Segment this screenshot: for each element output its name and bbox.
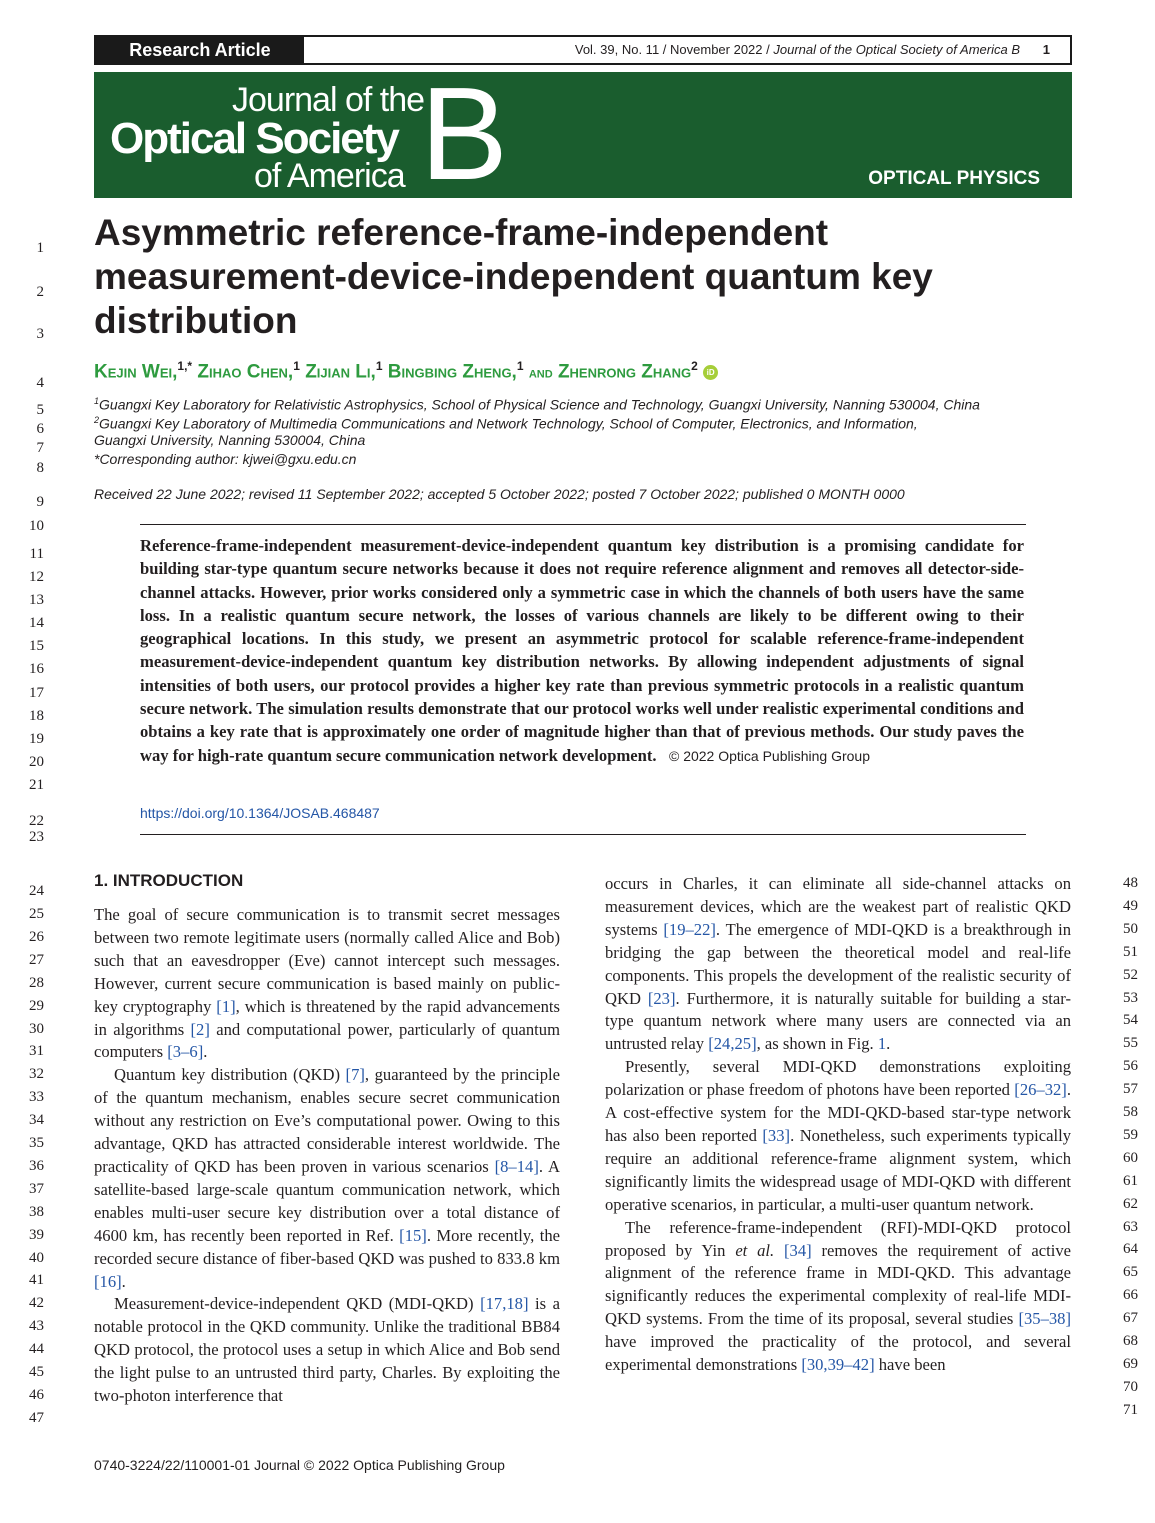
left-column xyxy=(94,904,560,1408)
paragraph-text: . xyxy=(121,1271,126,1291)
paragraph xyxy=(94,904,560,1064)
affiliation-sup: 2 xyxy=(94,415,100,425)
paragraph-text: occurs in Charles, it can eliminate all side-channel attacks on measurement devices, which are the weakest part of realistic QKD systems xyxy=(605,874,1071,939)
citation-link[interactable]: [19–22] xyxy=(663,919,716,939)
line-number: 2 xyxy=(36,284,44,300)
header-bar xyxy=(94,35,1072,65)
volume-text: Vol. 39, No. 11 / November 2022 / xyxy=(574,42,774,57)
divider xyxy=(140,834,1026,835)
citation-link[interactable]: [15] xyxy=(399,1225,427,1245)
line-number: 56 xyxy=(1123,1058,1138,1075)
paragraph-text: et al. xyxy=(735,1240,775,1260)
author-name: Kejin Wei, xyxy=(94,361,178,383)
line-number: 54 xyxy=(1123,1012,1138,1029)
line-number: 33 xyxy=(29,1089,44,1106)
citation-link[interactable]: [2] xyxy=(190,1019,210,1039)
citation-link[interactable]: [33] xyxy=(762,1125,791,1145)
citation-link[interactable]: 1 xyxy=(877,1034,887,1054)
paragraph-text: Measurement-device-independent QKD (MDI-QKD) xyxy=(114,1294,481,1314)
journal-logo-line2: Optical Society xyxy=(110,114,398,163)
affiliation-text: Guangxi Key Laboratory of Multimedia Communications and Network Technology, School of Computer, Electronics, and Information, xyxy=(99,415,918,432)
line-number: 70 xyxy=(1123,1378,1138,1395)
line-number: 47 xyxy=(29,1409,44,1426)
line-number: 40 xyxy=(29,1249,44,1266)
line-number: 22 xyxy=(29,813,44,829)
line-number: 27 xyxy=(29,951,44,968)
received-dates: Received 22 June 2022; revised 11 September 2022; accepted 5 October 2022; posted 7 October 2022; published 0 MONTH 0000 xyxy=(94,486,905,502)
line-number: 52 xyxy=(1123,966,1138,983)
paragraph-text: Presently, several MDI-QKD demonstrations exploiting polarization or phase freedom of photons have been reported xyxy=(605,1057,1071,1100)
line-number: 51 xyxy=(1123,943,1138,960)
paragraph-text: . xyxy=(203,1042,208,1062)
paragraph-text: have been xyxy=(874,1355,946,1375)
paragraph-text: . The emergence of MDI-QKD is a breakthrough in bridging the gap between the theoretical model and real-life components. This propels the development of the realistic security of QKD xyxy=(605,919,1072,1008)
line-number: 71 xyxy=(1123,1401,1138,1418)
line-number: 26 xyxy=(29,928,44,945)
author-name: Zijian Li, xyxy=(305,361,376,383)
line-number: 7 xyxy=(36,440,44,456)
journal-logo-letter: B xyxy=(420,60,509,207)
line-number: 37 xyxy=(29,1180,44,1197)
line-number: 46 xyxy=(29,1386,44,1403)
title-line: Asymmetric reference-frame-independent xyxy=(94,212,829,253)
paragraph-text: , guaranteed by the principle of the quantum mechanism, enables secure secret communication without any restriction on Eve’s computational power. Owing to this advantage, QKD has attracted considerable interest worldwide. The practicality of QKD has been proven in various scenarios xyxy=(94,1065,560,1176)
paragraph-text: The reference-frame-independent (RFI)-MDI-QKD protocol proposed by Yin xyxy=(605,1217,1071,1260)
citation-link[interactable]: [8–14] xyxy=(494,1156,539,1176)
line-number: 55 xyxy=(1123,1035,1138,1052)
line-number: 11 xyxy=(29,546,44,562)
corresponding-author: *Corresponding author: kjwei@gxu.edu.cn xyxy=(94,451,357,467)
line-number: 29 xyxy=(29,997,44,1014)
line-number: 16 xyxy=(29,661,44,677)
paragraph-text: , which is threatened by the rapid advancements in algorithms xyxy=(94,996,560,1039)
line-number: 9 xyxy=(36,494,44,510)
author-name: Zihao Chen, xyxy=(197,361,294,383)
line-number: 67 xyxy=(1123,1310,1138,1327)
line-number: 14 xyxy=(29,615,44,631)
line-number: 59 xyxy=(1123,1126,1138,1143)
line-number: 50 xyxy=(1123,920,1138,937)
paragraph-text: Quantum key distribution (QKD) xyxy=(114,1065,346,1085)
line-number: 45 xyxy=(29,1364,44,1380)
line-number: 31 xyxy=(29,1043,44,1060)
affiliation-2-cont: Guangxi University, Nanning 530004, China xyxy=(94,432,366,448)
line-number: 57 xyxy=(1123,1081,1138,1098)
citation-link[interactable]: [7] xyxy=(345,1065,365,1085)
article-type-tag: Research Article xyxy=(96,37,304,63)
line-number: 21 xyxy=(29,777,44,793)
line-number: 23 xyxy=(29,829,44,845)
author-list xyxy=(94,359,1094,383)
citation-link[interactable]: [17,18] xyxy=(480,1294,529,1314)
line-number: 63 xyxy=(1123,1218,1138,1235)
line-number: 68 xyxy=(1123,1333,1138,1349)
line-number: 66 xyxy=(1123,1287,1138,1304)
line-number: 49 xyxy=(1123,897,1138,914)
line-number: 39 xyxy=(29,1226,44,1243)
line-number: 28 xyxy=(29,974,44,991)
line-number: 13 xyxy=(29,592,44,608)
paragraph-text: and computational power, particularly of quantum computers xyxy=(94,1019,560,1062)
line-number: 58 xyxy=(1123,1104,1138,1120)
line-number: 1 xyxy=(36,240,44,256)
line-number: 30 xyxy=(29,1020,44,1037)
author-sup: 1,* xyxy=(177,359,193,373)
citation-link[interactable]: [35–38] xyxy=(1018,1309,1071,1329)
paragraph xyxy=(94,1064,560,1293)
title-line: measurement-device-independent quantum key xyxy=(94,256,933,297)
line-number: 62 xyxy=(1123,1195,1138,1212)
divider xyxy=(140,524,1026,525)
paper-title xyxy=(94,211,1094,343)
line-number: 53 xyxy=(1123,989,1138,1006)
author-sup: 1 xyxy=(375,359,383,373)
line-number: 69 xyxy=(1123,1355,1138,1372)
journal-logo-line1: Journal of the xyxy=(232,81,425,119)
line-number: 41 xyxy=(29,1272,44,1289)
line-number: 36 xyxy=(29,1157,44,1174)
author-name: Zhenrong Zhang xyxy=(557,361,692,383)
volume-info xyxy=(575,37,1020,63)
line-number: 3 xyxy=(36,326,44,342)
paragraph xyxy=(94,1293,560,1408)
page-number: 1 xyxy=(1042,42,1050,57)
paragraph-text: removes the requirement of active alignment of the reference frame in MDI-QKD. This advantage significantly reduces the experimental complexity of real-life MDI-QKD systems. From the time of its proposal, several studies xyxy=(605,1240,1071,1329)
line-number: 17 xyxy=(29,685,44,701)
orcid-icon[interactable]: iD xyxy=(703,365,718,380)
line-number: 44 xyxy=(29,1341,44,1358)
citation-link[interactable]: [3–6] xyxy=(167,1042,204,1062)
line-number: 34 xyxy=(29,1112,44,1129)
affiliation-sup: 1 xyxy=(94,396,100,406)
title-line: distribution xyxy=(94,300,298,341)
paragraph-text xyxy=(774,1241,784,1260)
journal-name: Journal of the Optical Society of America B xyxy=(773,42,1020,57)
line-number: 10 xyxy=(29,518,44,534)
line-number: 8 xyxy=(36,460,44,476)
citation-link[interactable]: [24,25] xyxy=(708,1034,757,1054)
author-sup: 1 xyxy=(516,359,524,373)
line-number: 48 xyxy=(1123,875,1138,891)
section-label: OPTICAL PHYSICS xyxy=(868,168,1040,189)
author-sup: 2 xyxy=(691,359,698,373)
paragraph-text: . A cost-effective system for the MDI-QKD-based star-type network has also been reported xyxy=(605,1080,1071,1145)
paragraph-text: . Furthermore, it is naturally suitable for building a star-type quantum network where many users are connected via an untrusted relay xyxy=(605,988,1071,1054)
paragraph-text: , as shown in Fig. xyxy=(756,1034,878,1054)
citation-link[interactable]: [23] xyxy=(647,988,676,1008)
affiliation-text: Guangxi Key Laboratory for Relativistic Astrophysics, School of Physical Science and Technology, Guangxi University, Nanning 530004, China xyxy=(99,396,980,413)
line-number: 20 xyxy=(29,754,44,770)
citation-link[interactable]: [34] xyxy=(784,1240,812,1260)
line-number: 42 xyxy=(29,1295,44,1312)
line-number: 5 xyxy=(36,402,44,418)
section-heading: 1. INTRODUCTION xyxy=(94,871,244,890)
paragraph xyxy=(605,1217,1071,1377)
line-number: 65 xyxy=(1123,1264,1138,1281)
line-number: 24 xyxy=(29,883,44,899)
citation-link[interactable]: [1] xyxy=(216,996,236,1016)
paragraph xyxy=(605,1056,1071,1216)
paragraph xyxy=(605,873,1071,1056)
line-number: 4 xyxy=(36,375,44,391)
paragraph-text: . A satellite-based large-scale quantum communication network, which enables multi-user secure key distribution over a total distance of 4600 km, has recently been reported in Ref. xyxy=(94,1156,560,1245)
author-name: Bingbing Zheng, xyxy=(387,361,517,383)
paragraph-text: . Nonetheless, such experiments typically require an additional reference-frame alignment system, which significantly limits the widespread usage of MDI-QKD with different operative scenarios, in particular, a multi-user quantum network. xyxy=(605,1125,1071,1214)
abstract xyxy=(140,534,1024,768)
line-number: 15 xyxy=(29,638,44,654)
line-number: 18 xyxy=(29,708,44,724)
copyright: © 2022 Optica Publishing Group xyxy=(668,747,870,764)
line-number: 12 xyxy=(29,569,44,585)
abstract-text: Reference-frame-independent measurement-device-independent quantum key distribution is a promising candidate for building star-type quantum secure networks because it does not require reference alignment and removes all detector-side-channel attacks. However, prior works considered only a symmetric case in which the channels of both users have the same loss. In a realistic quantum secure network, the losses of various channels are likely to be different owing to their geographical locations. In this study, we present an asymmetric protocol for scalable reference-frame-independent measurement-device-independent quantum key distribution networks. By allowing independent adjustments of signal intensities of both users, our protocol provides a higher key rate than previous symmetric protocols in a realistic quantum secure network. The simulation results demonstrate that our protocol works well under realistic experimental conditions and obtains a key rate that is approximately one order of magnitude higher than that of previous methods. Our study paves the way for high-rate quantum secure communication network development. xyxy=(140,536,1024,765)
line-number: 60 xyxy=(1123,1149,1138,1166)
line-number: 61 xyxy=(1123,1172,1138,1189)
line-number: 19 xyxy=(29,731,44,747)
citation-link[interactable]: [16] xyxy=(94,1271,122,1291)
right-column xyxy=(605,873,1071,1377)
line-number: 32 xyxy=(29,1066,44,1083)
citation-link[interactable]: [30,39–42] xyxy=(801,1355,875,1375)
line-number: 25 xyxy=(29,906,44,922)
author-sup: 1 xyxy=(293,359,300,373)
doi-link[interactable]: https://doi.org/10.1364/JOSAB.468487 xyxy=(140,805,380,821)
footer-copyright: 0740-3224/22/110001-01 Journal © 2022 Optica Publishing Group xyxy=(94,1457,505,1473)
paragraph-text: The goal of secure communication is to transmit secret messages between two remote legitimate users (normally called Alice and Bob) such that an eavesdropper (Eve) cannot intercept such messages. However, current secure communication is based mainly on public-key cryptography xyxy=(94,905,560,1016)
line-number: 35 xyxy=(29,1135,44,1151)
paragraph-text: have improved the practicality of the protocol, and several experimental demonstrations xyxy=(605,1332,1071,1375)
paragraph-text: . xyxy=(886,1034,891,1054)
journal-banner xyxy=(94,60,1072,207)
line-number: 43 xyxy=(29,1318,44,1335)
paragraph-text: . More recently, the recorded secure distance of fiber-based QKD was pushed to 833.8 km xyxy=(94,1225,560,1268)
paragraph-text: is a notable protocol in the QKD community. Unlike the traditional BB84 QKD protocol, the protocol uses a setup in which Alice and Bob send the light pulse to an untrusted third party, Charles. By exploiting the two-photon interference that xyxy=(94,1294,560,1406)
line-number: 38 xyxy=(29,1203,44,1220)
author-conjunction: and xyxy=(528,364,553,382)
line-number: 6 xyxy=(36,421,44,437)
line-number: 64 xyxy=(1123,1241,1138,1258)
journal-logo-line3: of America xyxy=(254,157,405,195)
citation-link[interactable]: [26–32] xyxy=(1014,1080,1067,1100)
